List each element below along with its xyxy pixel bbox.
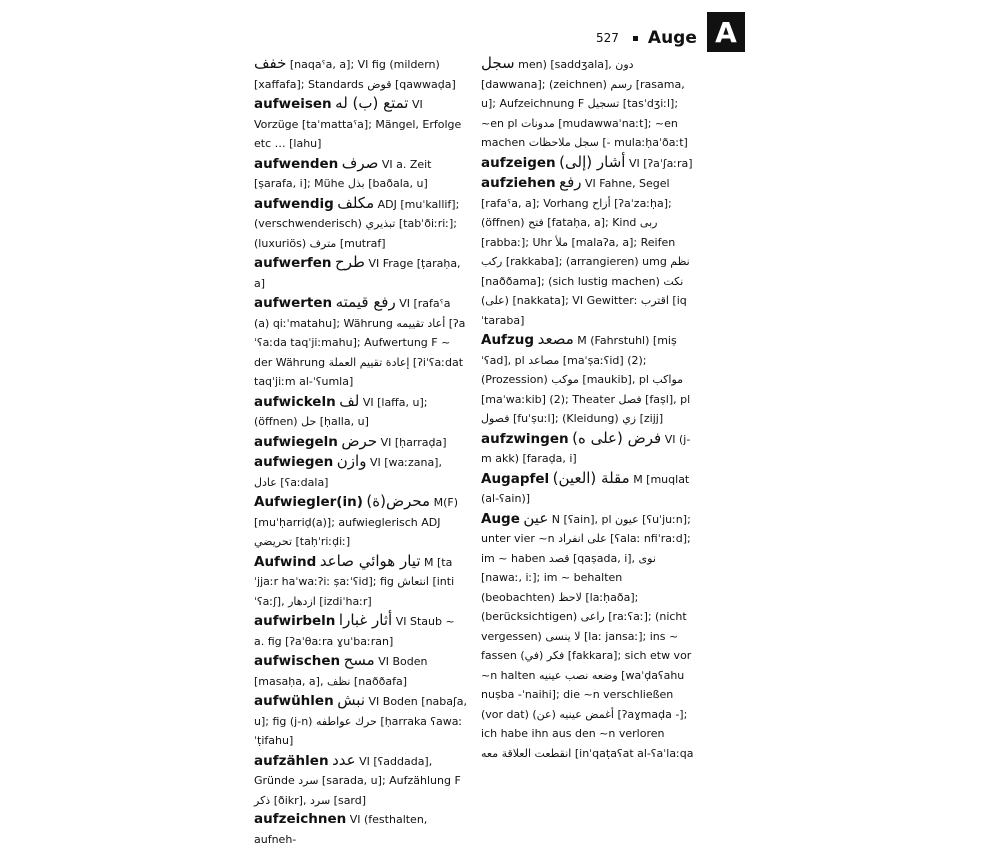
- entry-headword: aufwühlen: [254, 693, 334, 709]
- entry-headword: Aufzug: [481, 332, 535, 348]
- entry-definition: men) [saddʒala], دون [dawwana]; (zeichnen) رسم [rasama, u]; Aufzeichnung F تسجيل [tasˈdʒiːl]; ~en pl مدونات [mudawwaˈnaːt]; ~en machen سجل ملاحظات [- mulaːḥaˈðaːt]: [481, 58, 688, 149]
- entry-arabic: مصعد: [537, 330, 574, 348]
- entry-definition: VI (festhalten, aufneh-: [254, 813, 428, 846]
- dictionary-entry: [481, 429, 695, 469]
- entry-definition: VI a. Zeit [ṣarafa, i]; Mühe بذل [baðala, u]: [254, 157, 432, 190]
- entry-definition: M (Fahrstuhl) [miṣˈʕad], pl مصاعد [maˈṣaːʕid] (2); (Prozession) موكب [maukib], pl مواكب [maˈwaːkib] (2); Theater فصل [faṣl], pl فصول [fuˈṣuːl]; (Kleidung) زي [zijj]: [481, 334, 691, 425]
- dictionary-entry: [481, 54, 695, 153]
- entry-arabic: نبش: [337, 691, 366, 709]
- entry-definition: VI [laffa, u]; (öffnen) حل [ḥalla, u]: [254, 395, 428, 428]
- running-header: [596, 24, 697, 52]
- entry-arabic: أشار (إلى): [559, 152, 626, 171]
- entry-definition: VI Vorzüge [taˈmattaˤa]; Mängel, Erfolge etc … [lahu]: [254, 98, 462, 150]
- page-number: 527: [596, 31, 619, 45]
- entry-headword: Aufwind: [254, 553, 317, 570]
- entry-headword: aufwerfen: [254, 255, 332, 271]
- entry-headword: aufwenden: [254, 155, 339, 172]
- entry-headword: aufzeigen: [481, 154, 556, 171]
- entry-definition: VI Staub ~ a. fig [ʔaˈθaːra ɣuˈbaːran]: [254, 615, 455, 648]
- separator-square-icon: [633, 36, 638, 41]
- entry-definition: VI [ʔaˈʃaːra]: [628, 156, 693, 170]
- dictionary-entry: [254, 611, 468, 651]
- dictionary-entry: [254, 432, 468, 453]
- dictionary-entry: [254, 552, 468, 612]
- entry-definition: VI (j-m akk) [faraḍa, i]: [481, 432, 691, 465]
- dictionary-entry: [254, 810, 468, 849]
- entry-arabic: عين: [523, 508, 549, 527]
- running-headword: Auge: [647, 28, 697, 48]
- dictionary-entry: [481, 509, 695, 764]
- entry-arabic: صرف: [341, 153, 379, 172]
- entry-arabic: أثار غبارا: [338, 611, 393, 629]
- entry-arabic: مسح: [343, 651, 375, 669]
- dictionary-entry: [254, 651, 468, 691]
- entry-headword: aufwerten: [254, 295, 333, 311]
- dictionary-entry: [254, 751, 468, 811]
- entry-definition: VI [rafaˤa (a) qiːˈmatahu]; Währung أعاد تقييمه [ʔaˈʕaːda taqˈjiːmahu]; Aufwertung F ~ der Währung إعادة تقييم العملة [ʔiˈʕaːdat taqˈjiːm al-ˈʕumla]: [254, 297, 466, 388]
- entry-definition: VI Boden [nabaʃa, u]; fig (j-n) حرك عواطفه [ḥarraka ʕawaːˈṭifahu]: [254, 695, 467, 747]
- dictionary-entry: [254, 293, 468, 392]
- entry-arabic: وازن: [336, 452, 367, 470]
- entry-headword: aufzwingen: [481, 430, 569, 447]
- entry-definition: ADJ [muˈkallif]; (verschwenderisch) تبذيري [tabˈðiːriː]; (luxuriös) مترف [mutraf]: [254, 197, 460, 250]
- entry-arabic: تيار هوائي صاعد: [319, 551, 421, 570]
- left-column: [254, 54, 468, 846]
- entry-arabic: تمتع (ب) له: [335, 94, 409, 112]
- entry-headword: aufziehen: [481, 175, 556, 191]
- entry-definition: VI [waːzana], عادل [ʕaːdala]: [254, 456, 442, 489]
- entry-arabic: حرض: [341, 431, 378, 450]
- entry-arabic: سجل: [481, 54, 515, 72]
- entry-arabic: رفع قيمته: [335, 293, 396, 311]
- entry-definition: VI Boden [masaḥa, a], نظف [naððafa]: [254, 655, 428, 688]
- entry-arabic: فرض (على ه): [572, 428, 662, 447]
- entry-definition: VI [ʕaddada], Gründe سرد [sarada, u]; Aufzählung F ذكر [ðikr], سرد [sard]: [254, 754, 461, 807]
- dictionary-entry: [481, 173, 695, 330]
- entry-headword: Augapfel: [481, 470, 550, 487]
- entry-arabic: مقلة (العين): [552, 468, 630, 487]
- entry-arabic: خفف: [254, 54, 287, 72]
- entry-definition: M(F) [muˈḥarriḍ(a)]; aufwieglerisch ADJ تحريضي [taḥˈriːḍiː]: [254, 496, 458, 548]
- dictionary-entry: [254, 253, 468, 293]
- dictionary-entry: [254, 452, 468, 492]
- dictionary-entry: [254, 94, 468, 154]
- entry-headword: aufwickeln: [254, 393, 336, 410]
- entry-headword: aufwiegeln: [254, 433, 338, 450]
- entry-headword: Aufwiegler(in): [254, 494, 363, 510]
- dictionary-entry: [254, 492, 468, 552]
- dictionary-entry: [254, 194, 468, 254]
- entry-arabic: طرح: [335, 253, 365, 271]
- entry-definition: M [muqlat (al-ʕain)]: [481, 472, 690, 505]
- entry-definition: VI Fahne, Segel [rafaˤa, a]; Vorhang أزاح [ʔaˈzaːḥa]; (öffnen) فتح [fataḥa, a]; Kind ربى [rabbaː]; Uhr ملأ [malaʔa, a]; Reifen ركب [rakkaba]; (arrangieren) umg نظم [naððama]; (sich lustig machen) نكت (على) [nakkata]; VI Gewitter: اقترب [iqˈtaraba]: [481, 177, 690, 327]
- entry-headword: aufzeichnen: [254, 811, 347, 827]
- dictionary-entry: [254, 154, 468, 194]
- right-column: [481, 54, 695, 800]
- entry-arabic: محرض(ة): [366, 492, 431, 510]
- entry-definition: M [taˈjjaːr haˈwaːʔiː ṣaːˈʕid]; fig انتعاش [intiˈʕaːʃ], ازدهار [izdiˈhaːr]: [254, 555, 455, 608]
- entry-headword: aufwendig: [254, 195, 334, 212]
- entry-definition: VI Frage [ṭaraḥa, a]: [254, 257, 461, 290]
- entry-arabic: مكلف: [337, 193, 375, 212]
- dictionary-entry: [254, 54, 468, 94]
- entry-definition: [naqaˤa, a]; VI fig (mildern) [xaffafa]; Standards قوض [qawwaḍa]: [254, 58, 456, 91]
- entry-definition: VI [ḥarraḍa]: [380, 435, 447, 449]
- dictionary-entry: [481, 469, 695, 509]
- entry-definition: N [ʕain], pl عيون [ʕuˈjuːn]; unter vier ~n على انفراد [ʕalaː nfiˈraːd]; im ~ haben قصد [qaṣada, i], نوى [nawaː, iː]; im ~ behalten (beobachten) لاحظ [laːḥaða]; (berücksichtigen) راعى [raːʕaː]; (nicht vergessen) لا ينسى [laː jansaː]; ins ~ fassen فكر (في) [fakkara]; sich etw vor ~n halten وضعه نصب عينيه [waˈḍaʕahu nuṣba -ˈnaihi]; die ~n verschließen (vor dat) أغمض عينيه (عن) [ʔaɣmaḍa -]; ich habe ihn aus den ~n verloren انقطعت العلاقة معه [inˈqaṭaʕat al-ʕaˈlaːqa: [481, 512, 694, 760]
- thumb-index-tab: A: [707, 12, 745, 52]
- entry-headword: aufwirbeln: [254, 613, 336, 629]
- dictionary-entry: [254, 691, 468, 751]
- entry-headword: aufwiegen: [254, 454, 334, 470]
- entry-arabic: لف: [339, 391, 360, 410]
- dictionary-entry: [481, 330, 695, 429]
- dictionary-entry: [481, 153, 695, 174]
- dictionary-entry: [254, 392, 468, 432]
- entry-arabic: عدد: [332, 750, 356, 769]
- entry-headword: aufzählen: [254, 752, 329, 769]
- entry-headword: aufwischen: [254, 653, 341, 669]
- entry-arabic: رفع: [559, 173, 582, 191]
- entry-headword: aufweisen: [254, 96, 332, 112]
- entry-headword: Auge: [481, 510, 520, 527]
